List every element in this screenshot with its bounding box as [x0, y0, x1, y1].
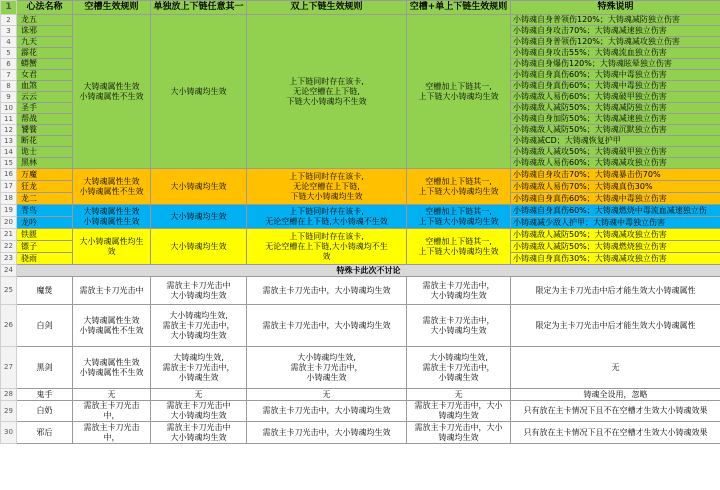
row-number[interactable]: 14: [1, 147, 17, 158]
table-row: [1, 389, 720, 401]
double-rule-cell[interactable]: [247, 422, 407, 444]
combo-rule-cell[interactable]: [407, 401, 511, 422]
table-row: [1, 347, 720, 389]
cell-line: 需放主卡刀光击中，大小铸魂均生效: [262, 320, 391, 330]
cell-line: 上下链大小铸魂均生效: [418, 91, 499, 101]
desc-rule-cell[interactable]: [511, 422, 720, 444]
header-desc[interactable]: 特殊说明: [511, 1, 720, 15]
row-number[interactable]: 29: [1, 401, 17, 422]
cell-line: 需放主卡刀光击中，: [422, 315, 495, 325]
single-rule-cell[interactable]: [151, 277, 247, 305]
row-number[interactable]: 12: [1, 125, 17, 136]
cell-line: 上下链大小铸魂均生效: [418, 186, 499, 196]
section-title[interactable]: 特殊卡此次不讨论: [17, 265, 720, 277]
cell-line: 无: [611, 362, 620, 372]
row-number[interactable]: 26: [1, 305, 17, 347]
cell-line: 需放主卡刀光击中，大小铸魂均生效: [262, 406, 391, 415]
cell-line: 大小铸魂均生效: [170, 411, 227, 420]
desc-cell[interactable]: 小铸魂敌人易伤70%；大铸魂真伤30%: [511, 181, 720, 193]
desc-rule-cell[interactable]: [511, 401, 720, 422]
cell-line: 需放主卡刀光击中，: [290, 362, 363, 372]
table-body: [1, 1, 720, 444]
card-name-cell[interactable]: 镖子: [17, 241, 73, 253]
cell-line: 需放主卡刀光击中: [166, 280, 231, 290]
row-number[interactable]: 30: [1, 422, 17, 444]
cell-line: 无论空槽在上下链,: [293, 86, 360, 96]
cell-line: 上下链同时存在该卡,: [289, 231, 364, 241]
desc-cell[interactable]: 小铸魂自身普领伤120%；大铸魂减防独立伤害: [511, 15, 720, 26]
cell-line: 大铸魂均生效,: [173, 352, 224, 362]
card-name-cell[interactable]: 魔煲: [17, 277, 73, 305]
cell-line: 小铸魂生效: [438, 372, 479, 382]
cell-line: 大小铸魂均生效,: [429, 352, 488, 362]
single-rule-cell[interactable]: [151, 205, 247, 229]
header-name[interactable]: 心法名称: [17, 1, 73, 15]
row-number[interactable]: 1: [1, 1, 17, 15]
desc-cell[interactable]: 小铸魂自身真伤60%；大铸魂中毒独立伤害: [511, 81, 720, 92]
cell-line: 空槽加上下链其一,: [425, 236, 492, 246]
double-rule-cell[interactable]: [247, 169, 407, 205]
header-combo[interactable]: 空槽+单上下链生效规则: [407, 1, 511, 15]
single-rule-cell[interactable]: [151, 305, 247, 347]
card-name-cell[interactable]: 帮战: [17, 114, 73, 125]
cell-line: 需放主卡刀光击中，: [422, 362, 495, 372]
header-row: [1, 1, 720, 15]
cell-line: 空槽加上下链其一,: [425, 176, 492, 186]
cell-line: 大铸魂属性生效: [83, 315, 140, 325]
kongcao-rule-cell[interactable]: [73, 277, 151, 305]
row-number[interactable]: 28: [1, 389, 17, 401]
double-rule-cell[interactable]: [247, 205, 407, 229]
desc-cell[interactable]: 小铸魂自身普领伤120%；大铸魂减攻独立伤害: [511, 37, 720, 48]
cell-line: 上下链大小铸魂均生效: [418, 246, 499, 256]
table-row: [1, 277, 720, 305]
double-rule-cell[interactable]: [247, 305, 407, 347]
table-row: [1, 401, 720, 422]
cell-line: 需放主卡刀光击中，大小铸魂均生效: [262, 427, 391, 437]
card-name-cell[interactable]: 蟒蟹: [17, 59, 73, 70]
kongcao-rule-cell[interactable]: [73, 305, 151, 347]
card-name-cell[interactable]: 黑剑: [17, 347, 73, 389]
cell-line: 大小铸魂均生效,: [169, 310, 228, 320]
combo-rule-cell[interactable]: [407, 305, 511, 347]
card-name-cell[interactable]: 龙吟: [17, 217, 73, 229]
row-number[interactable]: 20: [1, 217, 17, 229]
row-number[interactable]: 2: [1, 15, 17, 26]
card-name-cell[interactable]: 骁雨: [17, 253, 73, 265]
single-rule-cell[interactable]: [151, 422, 247, 444]
cell-line: 大小铸魂均生效,: [297, 352, 356, 362]
card-name-cell[interactable]: 狂龙: [17, 181, 73, 193]
cell-line: 只有放在主卡情况下且不在空槽才生效大小铸魂效果: [523, 406, 708, 415]
card-name-cell[interactable]: 九天: [17, 37, 73, 48]
cell-line: 无: [107, 389, 116, 399]
card-name-cell[interactable]: 龙二: [17, 193, 73, 205]
card-name-cell[interactable]: 铁匮: [17, 229, 73, 241]
kongcao-rule-cell[interactable]: [73, 389, 151, 401]
desc-cell[interactable]: 小铸魂敌人减防50%；大铸魂燃烧独立伤害: [511, 241, 720, 253]
desc-cell[interactable]: 小铸魂敌人减攻50%；大铸魂破甲独立伤害: [511, 147, 720, 158]
cell-line: 需放主卡刀光击中，大小: [414, 401, 503, 410]
desc-cell[interactable]: 小铸魂敌人易伤60%；大铸魂破甲独立伤害: [511, 92, 720, 103]
row-number[interactable]: 21: [1, 229, 17, 241]
cell-line: 需放主卡刀光击中，大小铸魂均生效: [262, 285, 391, 295]
cell-line: 铸魂均生效: [438, 432, 479, 442]
cell-line: 大小铸魂均生效: [430, 325, 487, 335]
header-single[interactable]: 单独放上下链任意其一: [151, 1, 247, 15]
cell-line: 需放主卡刀光击中，: [422, 280, 495, 290]
cell-line: 大铸魂属性生效: [83, 81, 140, 91]
cell-line: 需放主卡刀光击: [83, 401, 140, 410]
cell-line: 效: [107, 246, 116, 256]
cell-line: 大铸魂属性生效: [83, 176, 140, 186]
cell-line: 小铸魂属性生效: [83, 216, 140, 226]
row-number[interactable]: 11: [1, 114, 17, 125]
card-name-cell[interactable]: 青鸟: [17, 205, 73, 217]
cell-line: 只有放在主卡情况下且不在空槽才生效大小铸魂效果: [523, 427, 708, 437]
desc-cell[interactable]: 小铸魂敌人减防50%；大铸魂沉默独立伤害: [511, 125, 720, 136]
cell-line: 下链大小铸魂均不生效: [286, 96, 367, 106]
cell-line: 大小铸魂均生效: [170, 86, 227, 96]
table-row: [1, 169, 720, 181]
row-number[interactable]: 7: [1, 70, 17, 81]
cell-line: 空槽加上下链其一,: [425, 206, 492, 216]
double-rule-cell[interactable]: [247, 401, 407, 422]
card-name-cell[interactable]: 霹花: [17, 48, 73, 59]
kongcao-rule-cell[interactable]: [73, 15, 151, 169]
cell-line: 大小铸魂均生效: [170, 330, 227, 340]
row-number[interactable]: 22: [1, 241, 17, 253]
cell-line: 上下链同时存在该卡,: [289, 206, 364, 216]
desc-cell[interactable]: 小铸魂自身攻击70%；大铸魂暴击伤70%: [511, 169, 720, 181]
row-number[interactable]: 17: [1, 181, 17, 193]
cell-line: 无论空槽在上下链,大小铸魂均不生: [265, 241, 388, 251]
single-rule-cell[interactable]: [151, 229, 247, 265]
kongcao-rule-cell[interactable]: [73, 205, 151, 229]
row-number[interactable]: 19: [1, 205, 17, 217]
kongcao-rule-cell[interactable]: [73, 229, 151, 265]
row-number[interactable]: 27: [1, 347, 17, 389]
card-name-cell[interactable]: 圣手: [17, 103, 73, 114]
header-kongcao[interactable]: 空槽生效规则: [73, 1, 151, 15]
desc-cell[interactable]: 小铸魂自身真伤60%；大铸魂燃烧中毒流血减速独立伤: [511, 205, 720, 217]
cell-line: 需放主卡刀光击中，: [162, 320, 235, 330]
cell-line: 中，: [103, 432, 120, 442]
cell-line: 限定为主卡刀光击中后才能生效大小铸魂属性: [535, 285, 696, 295]
cell-line: 铸魂均生效: [438, 411, 479, 420]
cell-line: 大铸魂属性生效: [83, 357, 140, 367]
kongcao-rule-cell[interactable]: [73, 347, 151, 389]
desc-cell[interactable]: 小铸魂自身攻击55%；大铸魂流血独立伤害: [511, 48, 720, 59]
single-rule-cell[interactable]: [151, 389, 247, 401]
cell-line: 大小铸魂属性均生: [79, 236, 144, 246]
desc-cell[interactable]: 小铸魂敌人易伤60%；大铸魂减攻独立伤害: [511, 158, 720, 169]
double-rule-cell[interactable]: [247, 389, 407, 401]
card-name-cell[interactable]: 白剑: [17, 305, 73, 347]
double-rule-cell[interactable]: [247, 277, 407, 305]
combo-rule-cell[interactable]: [407, 277, 511, 305]
cell-line: 中，: [103, 411, 120, 420]
cell-line: 大小铸魂均生效: [170, 290, 227, 300]
card-name-cell[interactable]: 万魔: [17, 169, 73, 181]
desc-rule-cell[interactable]: [511, 305, 720, 347]
combo-rule-cell[interactable]: [407, 15, 511, 169]
desc-cell[interactable]: 小铸魂自身爆伤120%；大铸魂眩晕独立伤害: [511, 59, 720, 70]
cell-line: 需放主卡刀光击: [83, 422, 140, 432]
single-rule-cell[interactable]: [151, 347, 247, 389]
cell-line: 需放主卡刀光击中，: [162, 362, 235, 372]
row-number[interactable]: 4: [1, 37, 17, 48]
row-number[interactable]: 16: [1, 169, 17, 181]
cell-line: 上下链同时存在该卡,: [289, 76, 364, 86]
desc-cell[interactable]: 小铸魂自身加防50%；大铸魂减速独立伤害: [511, 114, 720, 125]
cell-line: 小铸魂生效: [178, 372, 219, 382]
cell-line: 大小铸魂均生效: [170, 211, 227, 221]
cell-line: 小铸魂生效: [306, 372, 347, 382]
row-number[interactable]: 3: [1, 26, 17, 37]
kongcao-rule-cell[interactable]: [73, 169, 151, 205]
double-rule-cell[interactable]: [247, 15, 407, 169]
cell-line: 大小铸魂均生效: [430, 290, 487, 300]
card-name-cell[interactable]: 白奶: [17, 401, 73, 422]
card-name-cell[interactable]: 鬼手: [17, 389, 73, 401]
desc-cell[interactable]: 小铸魂自身真伤60%；大铸魂中毒独立伤害: [511, 193, 720, 205]
cell-line: 大小铸魂均生效: [170, 181, 227, 191]
cell-line: 效: [322, 251, 331, 261]
kongcao-rule-cell[interactable]: [73, 401, 151, 422]
double-rule-cell[interactable]: [247, 229, 407, 265]
cell-line: 上下链大小铸魂均生效: [418, 216, 499, 226]
cell-line: 无论空槽在上下链,大小铸魂不生效: [265, 216, 388, 226]
row-number[interactable]: 13: [1, 136, 17, 147]
table-row: [1, 15, 720, 26]
cell-line: 大小铸魂均生效: [170, 432, 227, 442]
table-row: [1, 229, 720, 241]
combo-rule-cell[interactable]: [407, 205, 511, 229]
desc-cell[interactable]: 小铸魂减少敌人护甲；大铸魂中毒独立伤害: [511, 217, 720, 229]
card-name-cell[interactable]: 云云: [17, 92, 73, 103]
cell-line: 需放主卡刀光击中，大小: [414, 422, 503, 432]
cell-line: 限定为主卡刀光击中后才能生效大小铸魂属性: [535, 320, 696, 330]
header-double[interactable]: 双上下链生效规则: [247, 1, 407, 15]
desc-cell[interactable]: 小铸魂自身攻击70%；大铸魂减速独立伤害: [511, 26, 720, 37]
card-name-cell[interactable]: 血煞: [17, 81, 73, 92]
row-number[interactable]: 18: [1, 193, 17, 205]
cell-line: 大小铸魂均生效: [170, 241, 227, 251]
table-row: [1, 305, 720, 347]
card-name-cell[interactable]: 黑林: [17, 158, 73, 169]
cell-line: 需放主卡刀光击中: [79, 285, 144, 295]
desc-rule-cell[interactable]: [511, 347, 720, 389]
row-number[interactable]: 5: [1, 48, 17, 59]
cell-line: 上下链同时存在该卡,: [289, 171, 364, 181]
cell-line: 小铸魂属性不生效: [79, 91, 144, 101]
desc-cell[interactable]: 小铸魂减CD；大铸魂恢复护甲: [511, 136, 720, 147]
row-number[interactable]: 8: [1, 81, 17, 92]
single-rule-cell[interactable]: [151, 15, 247, 169]
cell-line: 小铸魂属性不生效: [79, 186, 144, 196]
card-name-cell[interactable]: 断花: [17, 136, 73, 147]
table-row: [1, 205, 720, 217]
cell-line: 大铸魂属性生效: [83, 206, 140, 216]
combo-rule-cell[interactable]: [407, 229, 511, 265]
combo-rule-cell[interactable]: [407, 169, 511, 205]
row-number[interactable]: 6: [1, 59, 17, 70]
cell-line: 需放主卡刀光击中: [166, 422, 231, 432]
row-number[interactable]: 24: [1, 265, 17, 277]
row-number[interactable]: 9: [1, 92, 17, 103]
double-rule-cell[interactable]: [247, 347, 407, 389]
card-name-cell[interactable]: 饕餮: [17, 125, 73, 136]
card-name-cell[interactable]: 邪后: [17, 422, 73, 444]
desc-rule-cell[interactable]: [511, 277, 720, 305]
desc-rule-cell[interactable]: [511, 389, 720, 401]
card-name-cell[interactable]: 女君: [17, 70, 73, 81]
desc-cell[interactable]: 小铸魂敌人减防50%；大铸魂减防独立伤害: [511, 103, 720, 114]
row-number[interactable]: 25: [1, 277, 17, 305]
single-rule-cell[interactable]: [151, 401, 247, 422]
desc-cell[interactable]: 小铸魂敌人减防50%；大铸魂减攻独立伤害: [511, 229, 720, 241]
cell-line: 空槽加上下链其一,: [425, 81, 492, 91]
card-name-cell[interactable]: 诛邪: [17, 26, 73, 37]
cell-line: 下链大小铸魂均生效: [290, 191, 363, 201]
desc-cell[interactable]: 小铸魂自身真伤30%；大铸魂减攻独立伤害: [511, 253, 720, 265]
cell-line: 小铸魂属性不生效: [79, 325, 144, 335]
cell-line: 铸魂全设用，忽略: [583, 389, 648, 399]
combo-rule-cell[interactable]: [407, 347, 511, 389]
cell-line: 无论空槽在上下链,: [293, 181, 360, 191]
row-number[interactable]: 10: [1, 103, 17, 114]
cell-line: 无: [194, 389, 203, 399]
kongcao-rule-cell[interactable]: [73, 422, 151, 444]
card-name-cell[interactable]: 诡士: [17, 147, 73, 158]
card-name-cell[interactable]: 龙五: [17, 15, 73, 26]
section-row: [1, 265, 720, 277]
cell-line: 无: [454, 389, 463, 399]
row-number[interactable]: 15: [1, 158, 17, 169]
desc-cell[interactable]: 小铸魂自身真伤60%；大铸魂中毒独立伤害: [511, 70, 720, 81]
combo-rule-cell[interactable]: [407, 389, 511, 401]
row-number[interactable]: 23: [1, 253, 17, 265]
cell-line: 无: [322, 389, 331, 399]
single-rule-cell[interactable]: [151, 169, 247, 205]
table-row: [1, 422, 720, 444]
cell-line: 小铸魂属性不生效: [79, 367, 144, 377]
cell-line: 需放主卡刀光击中: [166, 401, 231, 410]
combo-rule-cell[interactable]: [407, 422, 511, 444]
